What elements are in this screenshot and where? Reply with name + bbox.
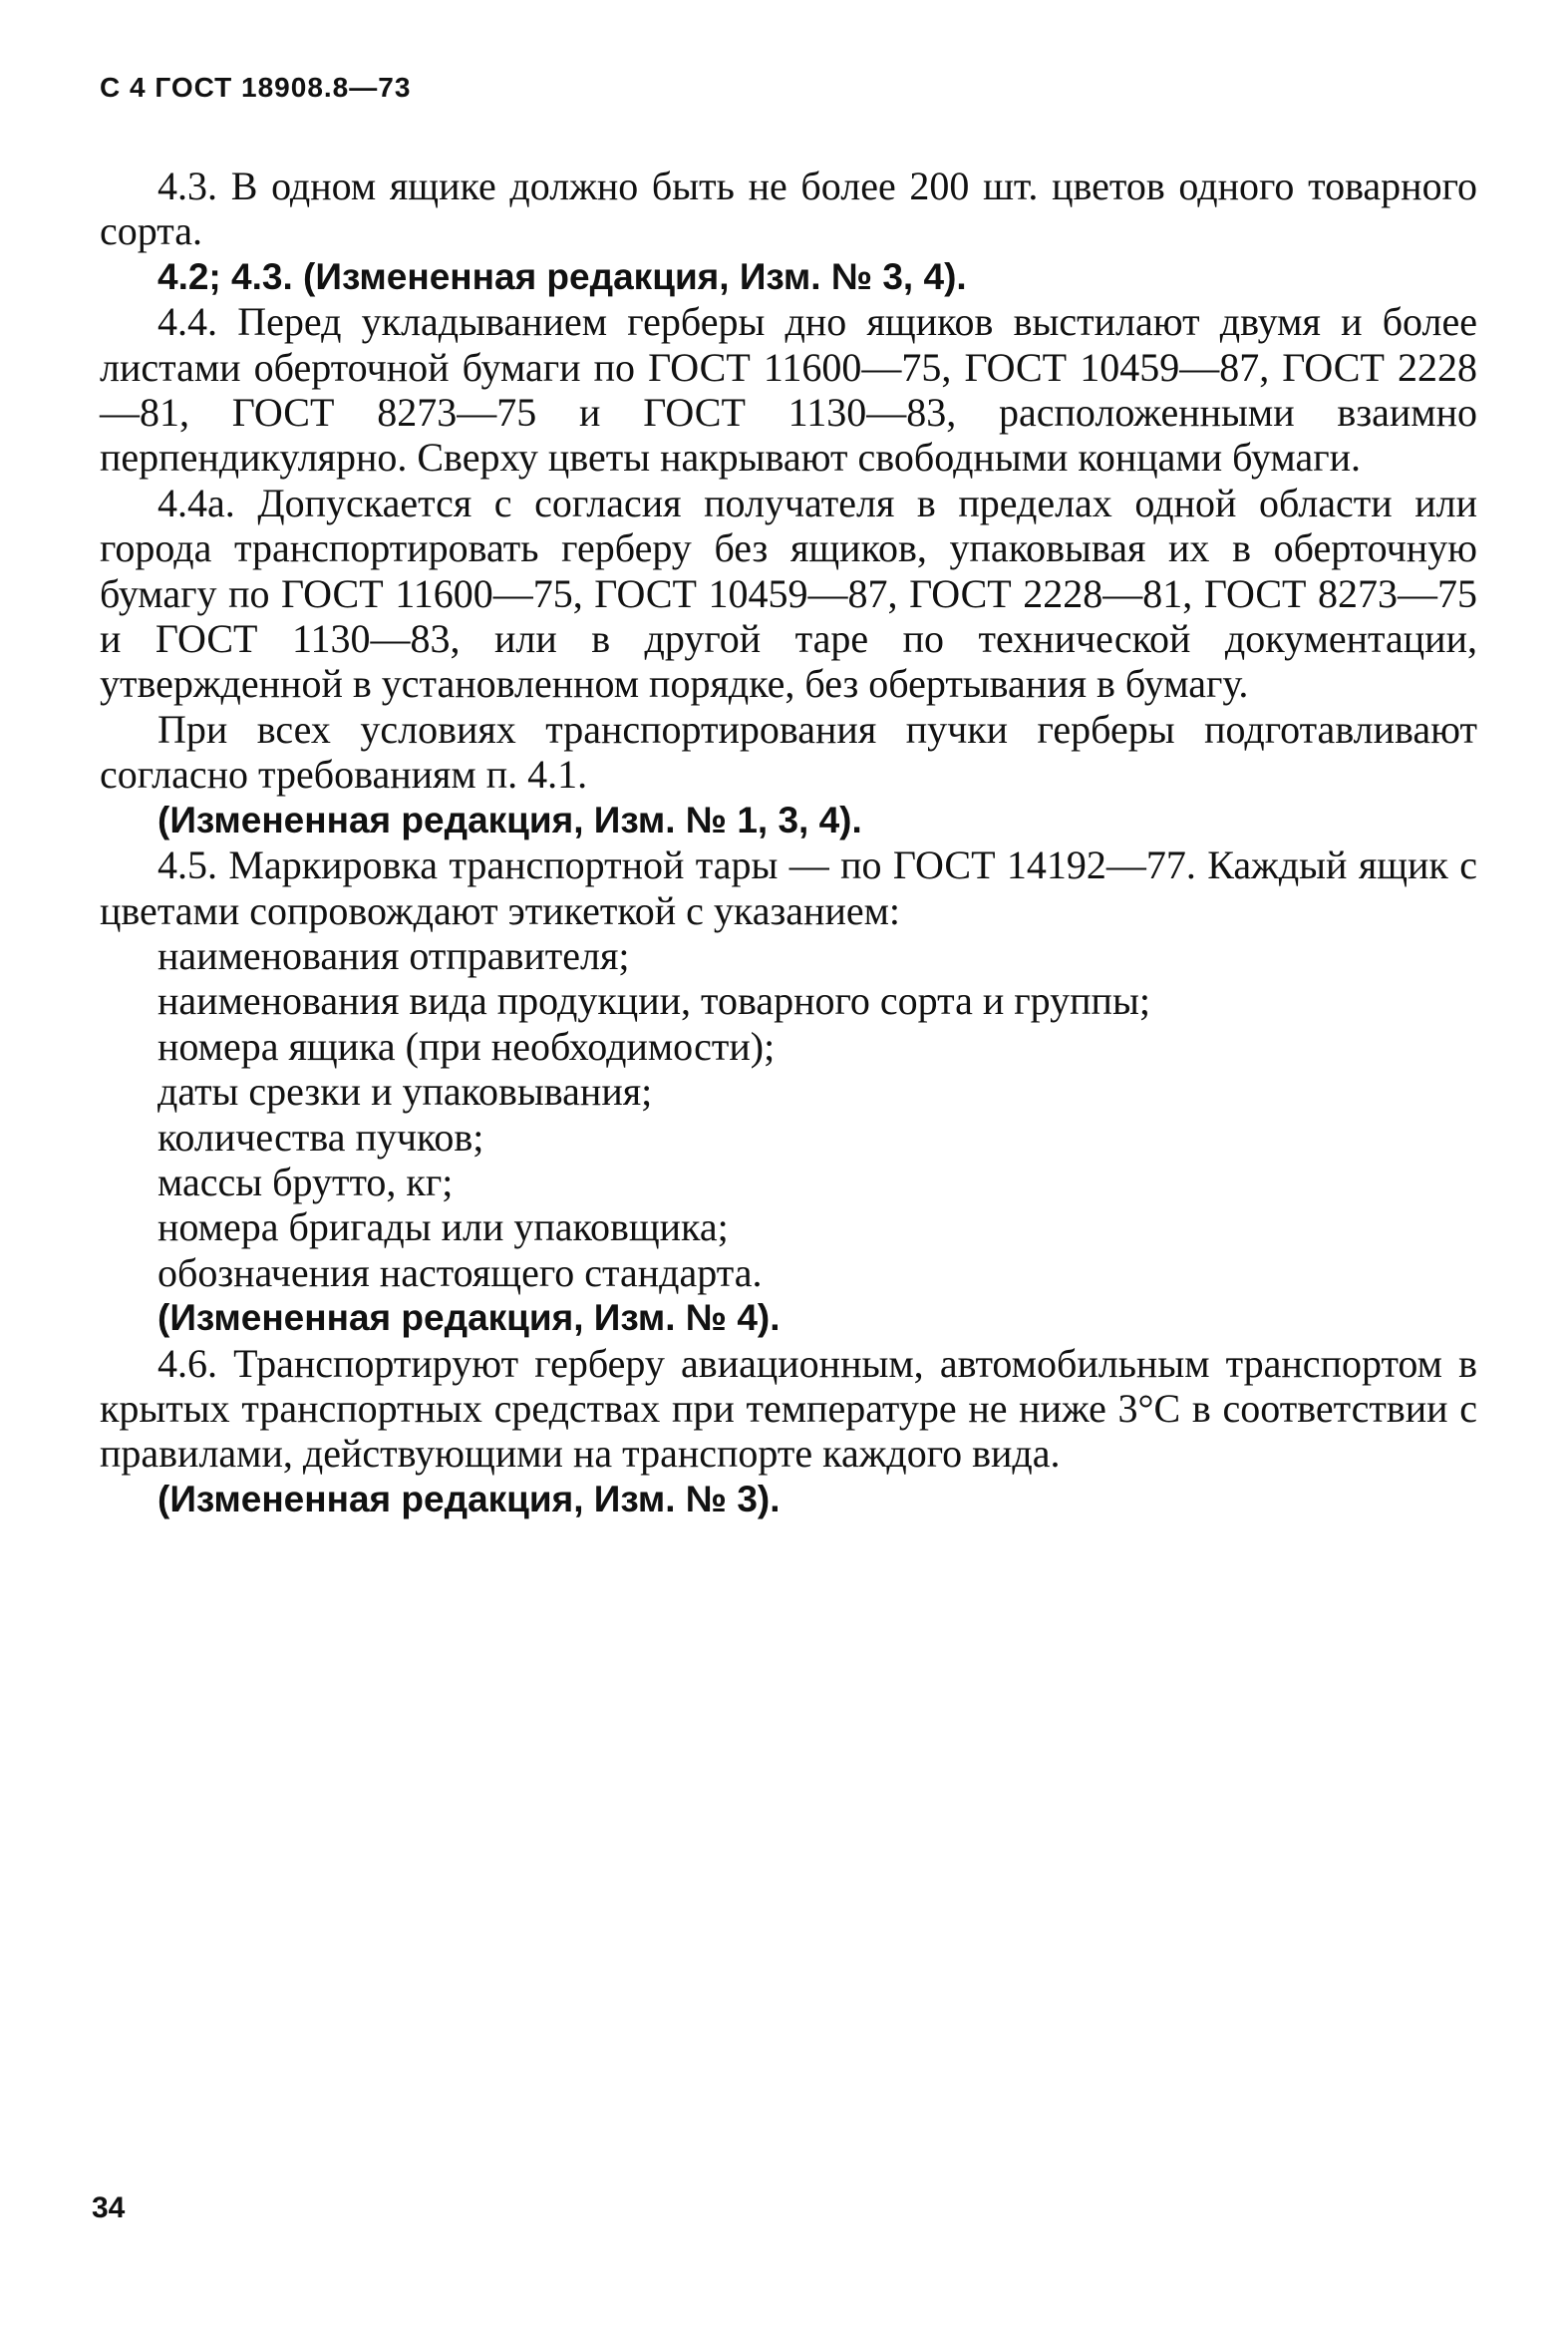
label-list-item: наименования вида продукции, товарного сорта и группы; <box>157 978 1150 1024</box>
amendment-note: (Измененная редакция, Изм. № 1, 3, 4). <box>157 799 862 840</box>
document-body <box>100 164 1477 1521</box>
page-number: 34 <box>92 2191 126 2224</box>
label-list-item: обозначения настоящего стандарта. <box>157 1249 763 1295</box>
amendment-note: 4.2; 4.3. (Измененная редакция, Изм. № 3, 4). <box>157 255 967 297</box>
amendment-note: (Измененная редакция, Изм. № 4). <box>157 1297 781 1339</box>
paragraph-4-3: 4.3. В одном ящике должно быть не более 200 шт. цветов одного товарного сорта. <box>100 164 1477 254</box>
paragraph-transport-conditions: При всех условиях транспортирования пучки герберы подготавливают согласно требованиям п. 4.1. <box>100 706 1477 798</box>
label-list-item: номера бригады или упаковщика; <box>157 1204 729 1250</box>
amendment-note: (Измененная редакция, Изм. № 3). <box>157 1478 781 1519</box>
paragraph-4-5: 4.5. Маркировка транспортной тары — по ГОСТ 14192—77. Каждый ящик с цветами сопровождают этикеткой с указанием: <box>100 842 1477 933</box>
label-list-item: даты срезки и упаковывания; <box>157 1069 653 1115</box>
label-list-item: номера ящика (при необходимости); <box>157 1023 776 1069</box>
label-list-item: наименования отправителя; <box>157 932 630 978</box>
paragraph-4-4: 4.4. Перед укладыванием герберы дно ящиков выстилают двумя и более листами оберточной бумаги по ГОСТ 11600—75, ГОСТ 10459—87, ГОСТ 2228—81, ГОСТ 8273—75 и ГОСТ 1130—83, расположенными взаимно перпендикулярно. Сверху цветы накрывают свободными концами бумаги. <box>100 299 1477 481</box>
paragraph-4-4a: 4.4а. Допускается с согласия получателя в пределах одной области или города транспортировать герберу без ящиков, упаковывая их в оберточную бумагу по ГОСТ 11600—75, ГОСТ 10459—87, ГОСТ 2228—81, ГОСТ 8273—75 и ГОСТ 1130—83, или в другой таре по технической документации, утвержденной в установленном порядке, без обертывания в бумагу. <box>100 480 1477 707</box>
label-list-item: массы брутто, кг; <box>157 1159 454 1204</box>
paragraph-4-6: 4.6. Транспортируют герберу авиационным, автомобильным транспортом в крытых транспортных средствах при температуре не ниже 3°С в соответствии с правилами, действующими на транспорте каждого вида. <box>100 1340 1477 1477</box>
running-header: С 4 ГОСТ 18908.8—73 <box>100 72 412 103</box>
label-list-item: количества пучков; <box>157 1114 484 1160</box>
